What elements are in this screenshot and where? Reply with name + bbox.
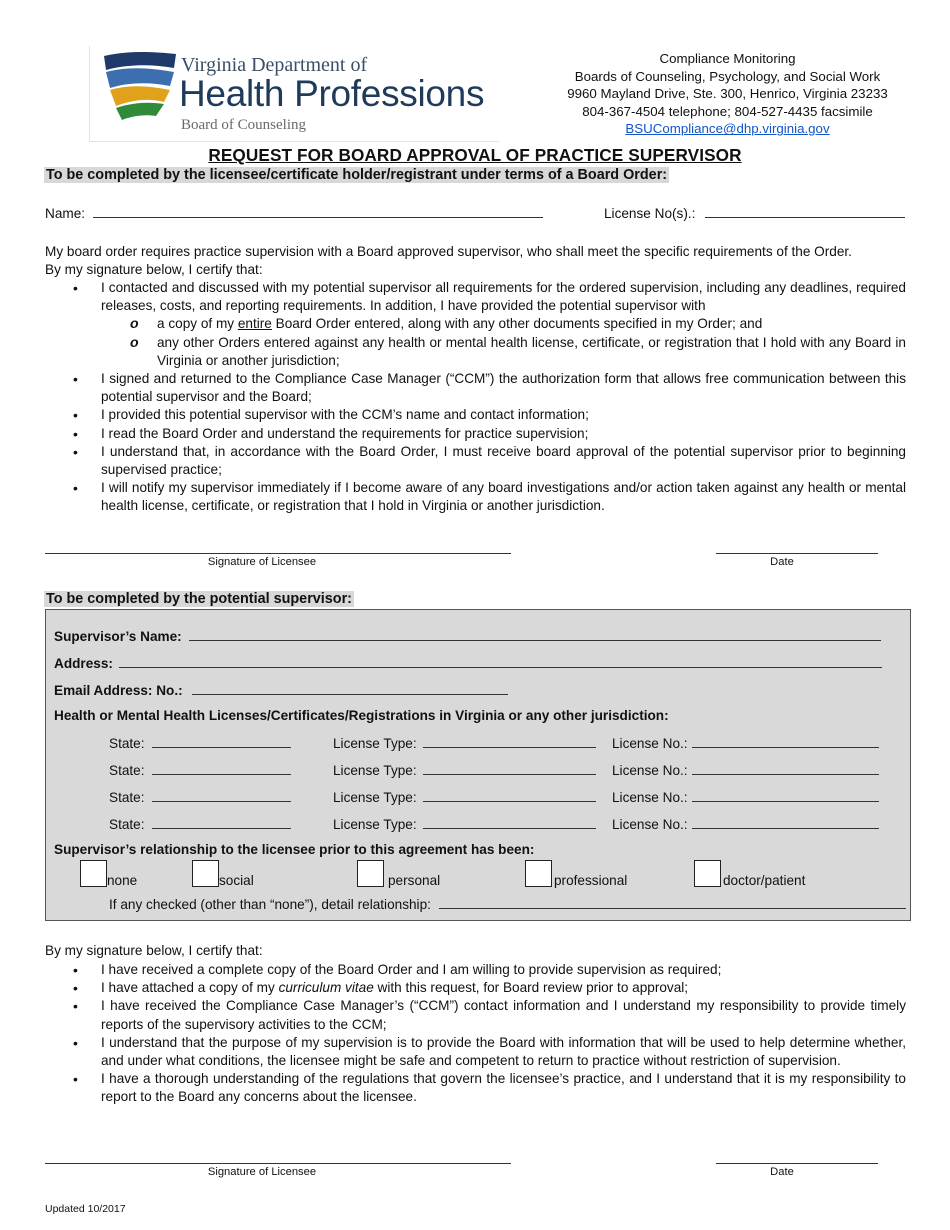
- licensee-signature-line[interactable]: [45, 553, 511, 554]
- supervisor-email-row: [54, 682, 508, 698]
- licensee-name-label: Name:: [45, 206, 86, 221]
- state-field[interactable]: [152, 816, 291, 829]
- license-type-field[interactable]: [423, 762, 596, 775]
- state-field[interactable]: [152, 735, 291, 748]
- licensee-bullet-5: • I understand that, in accordance with the Board Order, I must receive board approval of the potential supervisor prior to beginning supervised practice;: [45, 443, 906, 479]
- supervisor-address-field[interactable]: [119, 655, 882, 668]
- licensee-section-heading: To be completed by the licensee/certificate holder/registrant under terms of a Board Order:: [46, 167, 668, 183]
- state-label: State:: [109, 817, 145, 832]
- state-label: State:: [109, 736, 145, 751]
- license-type-label: License Type:: [333, 736, 417, 751]
- option-label: none: [107, 873, 138, 889]
- licensee-signature-caption: Signature of Licensee: [207, 556, 317, 568]
- licensee-bullet-6: • I will notify my supervisor immediately if I become aware of any board investigations and/or action taken against any health or mental health license, certificate, or registration that I hold in Virginia or another jurisdiction.: [45, 479, 906, 515]
- license-row: [109, 789, 688, 805]
- licensee-sub-bullet-1: o a copy of my entire Board Order entered, along with any other documents specified in my Order; and: [101, 315, 906, 333]
- supervisor-licenses-heading: Health or Mental Health Licenses/Certificates/Registrations in Virginia or any other jurisdiction:: [54, 708, 669, 723]
- supervisor-address-row: [54, 655, 882, 671]
- license-no-label: License No.:: [612, 817, 688, 832]
- state-field[interactable]: [152, 762, 291, 775]
- relationship-option-personal[interactable]: [357, 860, 440, 888]
- supervisor-date-line[interactable]: [716, 1163, 878, 1164]
- checkbox-professional[interactable]: [525, 860, 552, 887]
- checkbox-personal[interactable]: [357, 860, 384, 887]
- relationship-option-none[interactable]: [80, 860, 137, 888]
- license-type-label: License Type:: [333, 763, 417, 778]
- licensee-bullet-1: • I contacted and discussed with my potential supervisor all requirements for the ordered supervision, including any deadlines, required releases, costs, and reporting requirements. In addition, I have provided the potential supervisor with o a copy of my entire Board Order entered, along with any other documents specified in my Order; and o any other Orders entered against any health or mental health license, certificate, or registration that I hold with any Board in Virginia or another jurisdiction;: [45, 279, 906, 370]
- supervisor-email-field[interactable]: [192, 682, 508, 695]
- supervisor-signature-caption: Signature of Licensee: [207, 1166, 317, 1178]
- license-no-field[interactable]: [692, 816, 879, 829]
- supervisor-bullet-5: • I have a thorough understanding of the regulations that govern the licensee’s practice, and I understand that it is my responsibility to report to the Board any concerns about the licensee.: [45, 1070, 906, 1106]
- supervisor-bullet-1: • I have received a complete copy of the Board Order and I am willing to provide supervision as required;: [45, 961, 906, 979]
- supervisor-address-label: Address:: [54, 656, 113, 671]
- license-type-label: License Type:: [333, 817, 417, 832]
- supervisor-email-label: Email Address: No.:: [54, 683, 183, 698]
- supervisor-bullet-4: • I understand that the purpose of my supervision is to provide the Board with information that will be used to help determine whether, and under what conditions, the licensee might be safe and competent to return to practice without restriction of supervision.: [45, 1034, 906, 1070]
- license-row: [109, 735, 688, 751]
- supervisor-bullet-2: • I have attached a copy of my curriculum vitae with this request, for Board review prior to approval;: [45, 979, 906, 997]
- licensee-bullet-3: • I provided this potential supervisor with the CCM’s name and contact information;: [45, 406, 906, 424]
- supervisor-bullet-3: • I have received the Compliance Case Manager’s (“CCM”) contact information and I understand my responsibility to provide timely reports of the supervisory activities to the CCM;: [45, 997, 906, 1033]
- licensee-sub-bullet-2: o any other Orders entered against any health or mental health license, certificate, or registration that I hold with any Board in Virginia or another jurisdiction;: [101, 334, 906, 370]
- license-row: [109, 816, 688, 832]
- license-type-label: License Type:: [333, 790, 417, 805]
- relationship-detail-row: [109, 896, 906, 912]
- option-label: personal: [388, 873, 441, 889]
- license-type-field[interactable]: [423, 816, 596, 829]
- relationship-detail-field[interactable]: [439, 896, 906, 909]
- license-type-field[interactable]: [423, 735, 596, 748]
- licensee-intro-1: My board order requires practice supervision with a Board approved supervisor, who shall meet the specific requirements of the Order.: [45, 244, 852, 259]
- option-label: professional: [554, 873, 628, 889]
- checkbox-none[interactable]: [80, 860, 107, 887]
- checkbox-social[interactable]: [192, 860, 219, 887]
- contact-line-4: 804-367-4504 telephone; 804-527-4435 facsimile: [582, 103, 873, 119]
- relationship-option-professional[interactable]: [525, 860, 627, 888]
- licensee-license-label: License No(s).:: [604, 206, 696, 221]
- licensee-date-line[interactable]: [716, 553, 878, 554]
- supervisor-date-caption: Date: [770, 1166, 794, 1178]
- updated-date: Updated 10/2017: [45, 1203, 126, 1215]
- license-no-field[interactable]: [692, 789, 879, 802]
- license-no-field[interactable]: [692, 762, 879, 775]
- licensee-license-row: [604, 205, 905, 221]
- licensee-intro-2: By my signature below, I certify that:: [45, 262, 263, 277]
- supervisor-name-row: [54, 628, 881, 644]
- state-label: State:: [109, 763, 145, 778]
- contact-line-1: Compliance Monitoring: [659, 51, 796, 66]
- option-label: doctor/patient: [723, 873, 806, 889]
- relationship-option-doctor-patient[interactable]: [694, 860, 805, 888]
- contact-line-3: 9960 Mayland Drive, Ste. 300, Henrico, Virginia 23233: [567, 86, 888, 102]
- licensee-bullet-2: • I signed and returned to the Compliance Case Manager (“CCM”) the authorization form that allows free communication between this potential supervisor and the Board;: [45, 370, 906, 406]
- checkbox-doctor-patient[interactable]: [694, 860, 721, 887]
- logo-line-2: Health Professions: [179, 73, 485, 114]
- licensee-bullet-4: • I read the Board Order and understand the requirements for practice supervision;: [45, 425, 906, 443]
- logo-line-3: Board of Counseling: [181, 117, 306, 133]
- relationship-heading: Supervisor’s relationship to the licensee prior to this agreement has been:: [54, 842, 535, 857]
- contact-email-link[interactable]: BSUCompliance@dhp.virginia.gov: [625, 121, 830, 137]
- license-no-field[interactable]: [692, 735, 879, 748]
- contact-line-2: Boards of Counseling, Psychology, and Social Work: [574, 68, 881, 84]
- state-field[interactable]: [152, 789, 291, 802]
- supervisor-name-field[interactable]: [189, 628, 881, 641]
- supervisor-certify-intro: By my signature below, I certify that:: [45, 943, 263, 958]
- licensee-name-field[interactable]: [93, 205, 543, 218]
- supervisor-signature-line[interactable]: [45, 1163, 511, 1164]
- license-type-field[interactable]: [423, 789, 596, 802]
- relationship-detail-label: If any checked (other than “none”), detail relationship:: [109, 897, 431, 912]
- licensee-name-row: [45, 205, 543, 221]
- supervisor-section-heading: To be completed by the potential supervisor:: [46, 591, 352, 607]
- contact-block: [560, 50, 895, 138]
- license-no-label: License No.:: [612, 790, 688, 805]
- license-no-label: License No.:: [612, 736, 688, 751]
- license-row: [109, 762, 688, 778]
- vdhp-logo-mark: [100, 50, 180, 120]
- option-label: social: [219, 873, 254, 889]
- relationship-option-social[interactable]: [192, 860, 254, 888]
- supervisor-name-label: Supervisor’s Name:: [54, 629, 182, 644]
- license-no-label: License No.:: [612, 763, 688, 778]
- logo-line-1: Virginia Department of: [181, 54, 368, 76]
- licensee-license-field[interactable]: [705, 205, 905, 218]
- licensee-date-caption: Date: [770, 556, 794, 568]
- page-title: REQUEST FOR BOARD APPROVAL OF PRACTICE SUPERVISOR: [208, 145, 742, 165]
- state-label: State:: [109, 790, 145, 805]
